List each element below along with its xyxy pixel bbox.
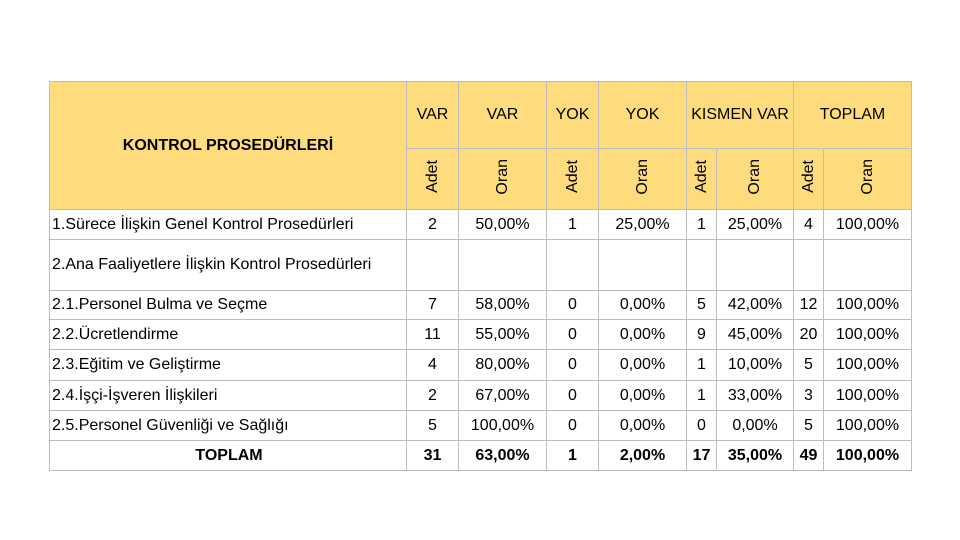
cell-value: 0 — [547, 291, 599, 320]
cell-value — [599, 240, 687, 291]
subheader: Oran — [824, 149, 912, 210]
table-row — [50, 210, 912, 240]
total-row — [50, 441, 912, 471]
row-label: 2.5.Personel Güvenliği ve Sağlığı — [50, 411, 407, 441]
cell-value: 0,00% — [717, 411, 794, 441]
cell-value: 63,00% — [459, 441, 547, 471]
subheader: Oran — [717, 149, 794, 210]
row-label: 2.2.Ücretlendirme — [50, 320, 407, 350]
cell-value: 50,00% — [459, 210, 547, 240]
cell-value: 42,00% — [717, 291, 794, 320]
cell-value — [459, 240, 547, 291]
cell-value: 100,00% — [824, 411, 912, 441]
group-header: VAR — [459, 82, 547, 149]
cell-value: 4 — [407, 350, 459, 381]
cell-value: 11 — [407, 320, 459, 350]
subheader: Adet — [687, 149, 717, 210]
table-title: KONTROL PROSEDÜRLERİ — [50, 82, 407, 210]
row-label: 2.3.Eğitim ve Geliştirme — [50, 350, 407, 381]
cell-value: 1 — [687, 210, 717, 240]
cell-value: 0 — [547, 350, 599, 381]
cell-value: 100,00% — [824, 291, 912, 320]
cell-value: 100,00% — [824, 381, 912, 411]
cell-value: 0,00% — [599, 320, 687, 350]
cell-value: 100,00% — [824, 441, 912, 471]
cell-value: 80,00% — [459, 350, 547, 381]
cell-value: 1 — [687, 381, 717, 411]
row-label: 2.1.Personel Bulma ve Seçme — [50, 291, 407, 320]
cell-value: 67,00% — [459, 381, 547, 411]
cell-value: 0 — [547, 381, 599, 411]
cell-value: 0 — [687, 411, 717, 441]
cell-value: 4 — [794, 210, 824, 240]
cell-value: 25,00% — [599, 210, 687, 240]
row-label: 2.Ana Faaliyetlere İlişkin Kontrol Prosedürleri — [50, 240, 407, 291]
cell-value: 1 — [547, 210, 599, 240]
cell-value: 25,00% — [717, 210, 794, 240]
cell-value: 5 — [687, 291, 717, 320]
subheader: Adet — [547, 149, 599, 210]
cell-value: 5 — [407, 411, 459, 441]
cell-value — [794, 240, 824, 291]
cell-value: 55,00% — [459, 320, 547, 350]
cell-value: 100,00% — [824, 210, 912, 240]
row-label: 1.Sürece İlişkin Genel Kontrol Prosedürleri — [50, 210, 407, 240]
row-label: 2.4.İşçi-İşveren İlişkileri — [50, 381, 407, 411]
group-header: TOPLAM — [794, 82, 912, 149]
cell-value: 100,00% — [824, 320, 912, 350]
cell-value — [824, 240, 912, 291]
cell-value: 17 — [687, 441, 717, 471]
cell-value — [687, 240, 717, 291]
cell-value: 2 — [407, 381, 459, 411]
group-header: YOK — [547, 82, 599, 149]
cell-value: 31 — [407, 441, 459, 471]
cell-value: 0 — [547, 411, 599, 441]
header-row-groups — [50, 82, 912, 149]
cell-value — [547, 240, 599, 291]
cell-value: 0 — [547, 320, 599, 350]
cell-value: 5 — [794, 411, 824, 441]
cell-value: 1 — [547, 441, 599, 471]
cell-value: 45,00% — [717, 320, 794, 350]
table-row — [50, 411, 912, 441]
table-row — [50, 320, 912, 350]
cell-value: 100,00% — [824, 350, 912, 381]
cell-value: 33,00% — [717, 381, 794, 411]
cell-value: 0,00% — [599, 381, 687, 411]
cell-value — [717, 240, 794, 291]
cell-value: 35,00% — [717, 441, 794, 471]
cell-value: 10,00% — [717, 350, 794, 381]
table-row — [50, 381, 912, 411]
control-procedures-table — [49, 81, 912, 471]
table-row — [50, 291, 912, 320]
group-header: KISMEN VAR — [687, 82, 794, 149]
subheader: Oran — [599, 149, 687, 210]
cell-value: 49 — [794, 441, 824, 471]
subheader: Oran — [459, 149, 547, 210]
cell-value: 0,00% — [599, 350, 687, 381]
row-label: TOPLAM — [50, 441, 407, 471]
subheader: Adet — [407, 149, 459, 210]
cell-value: 0,00% — [599, 411, 687, 441]
cell-value: 58,00% — [459, 291, 547, 320]
group-header: VAR — [407, 82, 459, 149]
cell-value: 5 — [794, 350, 824, 381]
cell-value: 7 — [407, 291, 459, 320]
cell-value: 3 — [794, 381, 824, 411]
cell-value: 2,00% — [599, 441, 687, 471]
cell-value: 20 — [794, 320, 824, 350]
cell-value: 100,00% — [459, 411, 547, 441]
subheader: Adet — [794, 149, 824, 210]
cell-value: 12 — [794, 291, 824, 320]
cell-value: 1 — [687, 350, 717, 381]
cell-value: 2 — [407, 210, 459, 240]
cell-value — [407, 240, 459, 291]
table-row — [50, 240, 912, 291]
cell-value: 9 — [687, 320, 717, 350]
cell-value: 0,00% — [599, 291, 687, 320]
group-header: YOK — [599, 82, 687, 149]
table-row — [50, 350, 912, 381]
